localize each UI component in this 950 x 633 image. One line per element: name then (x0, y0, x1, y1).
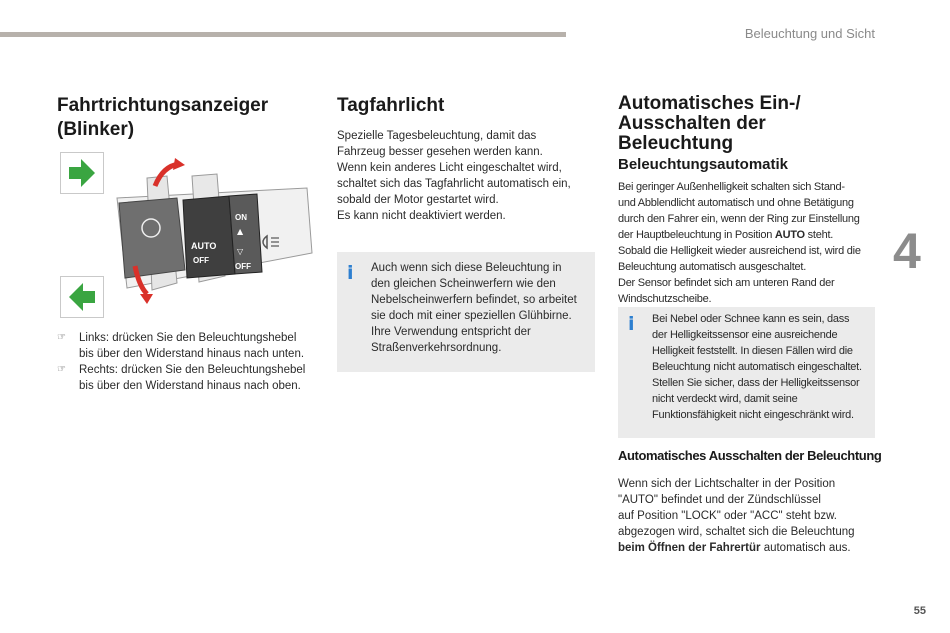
daytime-paragraph: Spezielle Tagesbeleuchtung, damit das Fahrzeug besser gesehen werden kann. Wenn kein anderes Licht eingeschaltet wird, schaltet sich das Tagfahrlicht automatisch ein, sobald der Motor gestartet wird. Es kann nicht deaktiviert werden. (337, 130, 571, 222)
auto-lighting-paragraph: Bei geringer Außenhelligkeit schalten sich Stand- und Abblendlicht automatisch und ohne Betätigung durch den Fahrer ein, wenn der Ring zur Einstellung der Hauptbeleuchtung in Position AUTO steht. Sobald die Helligkeit wieder ausreichend ist, wird die Beleuchtung automatisch ausgeschaltet. Der Sensor befindet sich am unteren Rand der Windschutzscheibe. (618, 181, 861, 305)
blinker-title-line2: (Blinker) (57, 119, 135, 140)
header-rule (0, 32, 566, 37)
right-arrow-box (60, 152, 104, 194)
light-stalk-illustration (107, 158, 317, 308)
blinker-section (57, 94, 317, 142)
blinker-instructions (57, 330, 312, 394)
on-label: ON (235, 213, 247, 222)
svg-text:▲: ▲ (237, 227, 244, 236)
auto-lighting-subtitle: Beleuchtungsautomatik (618, 156, 789, 173)
daytime-title: Tagfahrlicht (337, 95, 445, 116)
chapter-number: 4 (893, 223, 921, 279)
bullet-left: ☞ Links: drücken Sie den Beleuchtungshebel bis über den Widerstand hinaus nach unten. (57, 332, 305, 360)
auto-off-paragraph: Wenn sich der Lichtschalter in der Position "AUTO" befindet und der Zündschlüssel auf Position "LOCK" oder "ACC" steht bzw. abgezogen wird, schaltet sich die Beleuchtung beim Öffnen der Fahrertür automatisch aus. (618, 478, 855, 554)
page-number: 55 (913, 605, 926, 617)
off-label-1: OFF (193, 256, 209, 265)
auto-lighting-title-line2: Ausschalten der Beleuchtung (618, 113, 766, 154)
auto-lighting-section (618, 94, 876, 307)
green-right-arrow-icon (61, 153, 103, 193)
svg-text:▽: ▽ (237, 247, 244, 256)
info-icon: i (347, 262, 354, 284)
auto-lighting-title-line1: Automatisches Ein-/ (618, 93, 801, 114)
pointer-icon: ☞ (57, 332, 66, 343)
green-left-arrow-icon (61, 277, 103, 317)
off-label-2: OFF (235, 262, 251, 271)
blinker-title-line1: Fahrtrichtungsanzeiger (57, 95, 269, 116)
pointer-icon: ☞ (57, 364, 66, 375)
auto-label: AUTO (191, 241, 217, 251)
daytime-info-box: i Auch wenn sich diese Beleuchtung in den gleichen Scheinwerfern wie den Nebelscheinwerfern befindet, so arbeitet sie doch mit einer speziellen Glühbirne. Ihre Verwendung entspricht der Straßenverkehrsordnung. (337, 252, 595, 372)
info-icon: i (628, 313, 635, 335)
daytime-running-lights-section (337, 94, 595, 224)
left-arrow-box (60, 276, 104, 318)
section-header: Beleuchtung und Sicht (744, 26, 875, 41)
auto-lighting-info-box: i Bei Nebel oder Schnee kann es sein, dass der Helligkeitssensor eine ausreichende Helligkeit feststellt. In diesen Fällen wird die Beleuchtung nicht automatisch eingeschaltet. Stellen Sie sicher, dass der Helligkeitssensor nicht verdeckt wird, damit seine Funktionsfähigkeit nicht eingeschränkt wird. (618, 307, 875, 438)
bullet-right: ☞ Rechts: drücken Sie den Beleuchtungshebel bis über den Widerstand hinaus nach oben. (57, 364, 306, 392)
auto-off-title: Automatisches Ausschalten der Beleuchtung (618, 448, 882, 463)
